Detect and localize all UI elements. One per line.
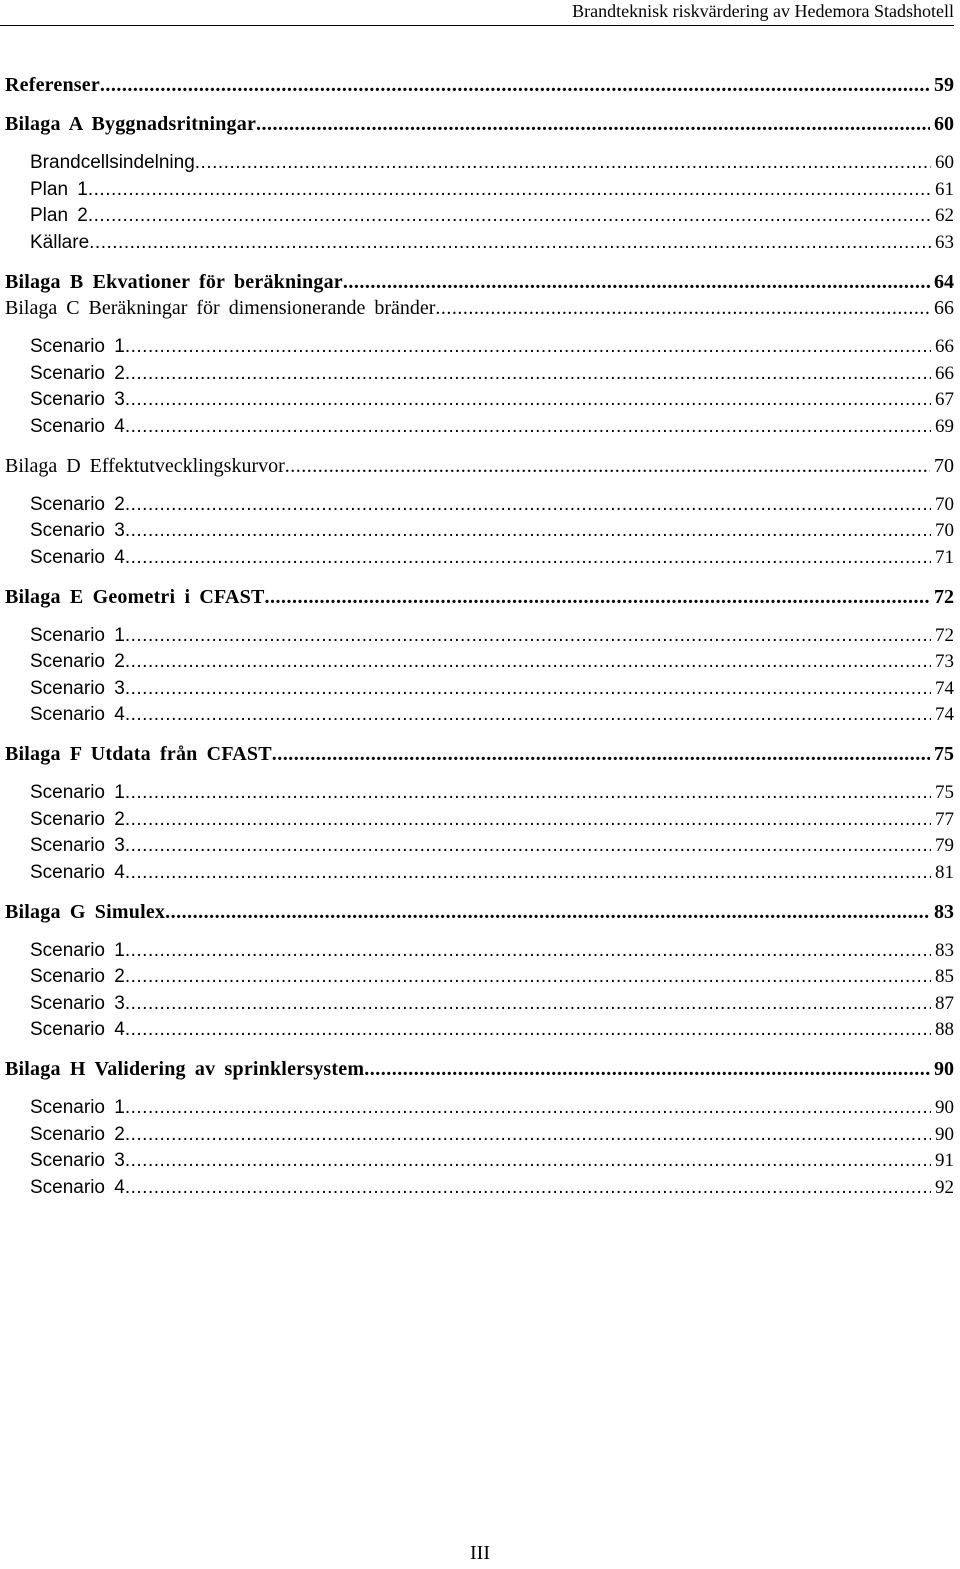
toc-page-number: 66 [935, 362, 954, 384]
toc-item-e-scenario-2[interactable] [5, 649, 954, 676]
document-title: Brandteknisk riskvärdering av Hedemora Stadshotell [572, 1, 954, 21]
dot-leader [125, 649, 931, 676]
toc-title: Scenario 3 [30, 835, 125, 856]
dot-leader [272, 741, 930, 768]
toc-page-number: 71 [935, 546, 954, 568]
toc-item-d-scenario-4[interactable] [5, 545, 954, 572]
dot-leader [125, 1017, 931, 1044]
toc-heading-bilaga-d[interactable] [5, 453, 954, 480]
toc-page-number: 72 [935, 624, 954, 646]
toc-title: Scenario 1 [30, 336, 125, 357]
toc-item-d-scenario-3[interactable] [5, 518, 954, 545]
toc-title: Referenser [5, 74, 100, 96]
dot-leader [125, 991, 931, 1018]
dot-leader [364, 1056, 930, 1083]
toc-page-number: 72 [934, 585, 954, 608]
toc-item-e-scenario-3[interactable] [5, 676, 954, 703]
toc-heading-bilaga-c[interactable] [5, 295, 954, 322]
dot-leader [125, 964, 931, 991]
dot-leader [285, 453, 930, 480]
toc-page-number: 69 [935, 415, 954, 437]
toc-heading-bilaga-f[interactable] [5, 741, 954, 768]
toc-page-number: 66 [934, 297, 954, 319]
toc-title: Scenario 4 [30, 861, 125, 883]
toc-item-g-scenario-2[interactable] [5, 964, 954, 991]
dot-leader [195, 150, 931, 177]
toc-page-number: 91 [935, 1150, 954, 1171]
toc-page-number: 73 [935, 651, 954, 672]
dot-leader [125, 676, 931, 703]
toc-item-brandcellsindelning[interactable] [5, 150, 954, 177]
toc-title: Scenario 4 [30, 704, 125, 725]
toc-page-number: 90 [934, 1058, 954, 1080]
toc-item-f-scenario-4[interactable] [5, 860, 954, 887]
toc-item-h-scenario-4[interactable] [5, 1175, 954, 1202]
toc-item-h-scenario-1[interactable] [5, 1095, 954, 1122]
toc-item-g-scenario-3[interactable] [5, 991, 954, 1018]
toc-page-number: 79 [935, 835, 954, 856]
toc-title: Scenario 2 [30, 808, 125, 830]
toc-title: Scenario 2 [30, 493, 125, 515]
toc-page-number: 66 [935, 336, 954, 357]
toc-title: Bilaga B Ekvationer för beräkningar [5, 270, 343, 293]
toc-heading-bilaga-a[interactable] [5, 111, 954, 138]
toc-item-h-scenario-3[interactable] [5, 1148, 954, 1175]
toc-page-number: 88 [935, 1019, 954, 1040]
toc-page-number: 87 [935, 992, 954, 1014]
toc-page-number: 67 [935, 389, 954, 410]
dot-leader [435, 295, 930, 322]
toc-title: Bilaga A Byggnadsritningar [5, 113, 257, 135]
toc-title: Scenario 2 [30, 362, 125, 384]
dot-leader [125, 623, 931, 650]
dot-leader [125, 780, 931, 807]
toc-page-number: 61 [935, 178, 954, 200]
toc-item-f-scenario-2[interactable] [5, 807, 954, 834]
toc-item-c-scenario-1[interactable] [5, 334, 954, 361]
toc-page-number: 70 [935, 493, 954, 515]
table-of-contents [5, 72, 954, 1201]
toc-item-g-scenario-4[interactable] [5, 1017, 954, 1044]
toc-heading-bilaga-g[interactable] [5, 899, 954, 926]
dot-leader [165, 899, 930, 926]
dot-leader [125, 414, 931, 441]
toc-page-number: 83 [935, 939, 954, 961]
toc-title: Plan 1 [30, 178, 88, 200]
toc-heading-referenser[interactable] [5, 72, 954, 99]
toc-title: Scenario 1 [30, 1097, 125, 1118]
toc-item-plan-1[interactable] [5, 177, 954, 204]
toc-page-number: 81 [935, 861, 954, 883]
toc-title: Scenario 4 [30, 546, 125, 568]
toc-item-c-scenario-3[interactable] [5, 387, 954, 414]
toc-title: Scenario 4 [30, 1019, 125, 1040]
dot-leader [89, 230, 931, 257]
dot-leader [256, 111, 930, 138]
toc-title: Bilaga F Utdata från CFAST [5, 743, 272, 765]
dot-leader [100, 72, 930, 99]
toc-page-number: 92 [935, 1176, 954, 1198]
toc-title: Scenario 3 [30, 389, 125, 410]
toc-title: Scenario 4 [30, 1176, 125, 1198]
toc-page-number: 77 [935, 808, 954, 830]
toc-title: Scenario 3 [30, 1150, 125, 1171]
dot-leader [125, 387, 931, 414]
dot-leader [125, 492, 931, 519]
dot-leader [125, 1122, 931, 1149]
toc-title: Bilaga C Beräkningar för dimensionerande bränder [5, 297, 436, 319]
toc-page-number: 63 [935, 231, 954, 253]
toc-page-number: 64 [934, 270, 954, 293]
toc-title: Bilaga D Effektutvecklingskurvor [5, 454, 285, 477]
toc-title: Bilaga G Simulex [5, 900, 166, 923]
toc-item-f-scenario-1[interactable] [5, 780, 954, 807]
dot-leader [125, 1175, 931, 1202]
toc-item-g-scenario-1[interactable] [5, 938, 954, 965]
toc-title: Scenario 1 [30, 939, 125, 961]
toc-title: Scenario 2 [30, 1123, 125, 1145]
dot-leader [125, 518, 931, 545]
toc-title: Scenario 4 [30, 415, 125, 437]
dot-leader [88, 203, 931, 230]
toc-item-e-scenario-1[interactable] [5, 623, 954, 650]
toc-page-number: 90 [935, 1097, 954, 1118]
dot-leader [125, 361, 931, 388]
toc-heading-bilaga-h[interactable] [5, 1056, 954, 1083]
dot-leader [88, 177, 931, 204]
toc-page-number: 74 [935, 704, 954, 725]
dot-leader [125, 702, 931, 729]
page-number: III [470, 1542, 490, 1564]
dot-leader [125, 334, 931, 361]
dot-leader [125, 807, 931, 834]
running-header [0, 0, 954, 26]
toc-heading-bilaga-b[interactable] [5, 269, 954, 296]
toc-title: Scenario 1 [30, 624, 125, 646]
toc-page-number: 85 [935, 966, 954, 987]
toc-heading-bilaga-e[interactable] [5, 584, 954, 611]
dot-leader [125, 545, 931, 572]
toc-item-e-scenario-4[interactable] [5, 702, 954, 729]
toc-title: Bilaga E Geometri i CFAST [5, 585, 265, 608]
toc-page-number: 74 [935, 677, 954, 699]
dot-leader [125, 1148, 931, 1175]
toc-title: Scenario 3 [30, 520, 125, 541]
toc-item-kallare[interactable] [5, 230, 954, 257]
toc-item-plan-2[interactable] [5, 203, 954, 230]
dot-leader [265, 584, 931, 611]
toc-page-number: 75 [934, 743, 954, 765]
toc-page-number: 70 [934, 454, 954, 477]
toc-title: Plan 2 [30, 205, 88, 226]
toc-page-number: 70 [935, 520, 954, 541]
dot-leader [125, 1095, 931, 1122]
toc-title: Scenario 1 [30, 782, 125, 803]
toc-title: Källare [30, 231, 90, 253]
toc-item-h-scenario-2[interactable] [5, 1122, 954, 1149]
toc-item-f-scenario-3[interactable] [5, 833, 954, 860]
toc-title: Brandcellsindelning [30, 152, 195, 173]
dot-leader [125, 833, 931, 860]
toc-item-d-scenario-2[interactable] [5, 492, 954, 519]
dot-leader [125, 860, 931, 887]
toc-page-number: 59 [934, 74, 954, 96]
toc-item-c-scenario-4[interactable] [5, 414, 954, 441]
toc-title: Scenario 3 [30, 677, 125, 699]
toc-page-number: 60 [935, 152, 954, 173]
toc-page-number: 75 [935, 782, 954, 803]
dot-leader [343, 269, 930, 296]
toc-title: Scenario 2 [30, 651, 125, 672]
toc-title: Scenario 3 [30, 992, 125, 1014]
toc-page-number: 60 [934, 113, 954, 135]
toc-page-number: 83 [934, 900, 954, 923]
toc-page-number: 90 [935, 1123, 954, 1145]
toc-page-number: 62 [935, 205, 954, 226]
dot-leader [125, 938, 931, 965]
toc-title: Scenario 2 [30, 966, 125, 987]
toc-item-c-scenario-2[interactable] [5, 361, 954, 388]
toc-title: Bilaga H Validering av sprinklersystem [5, 1058, 365, 1080]
